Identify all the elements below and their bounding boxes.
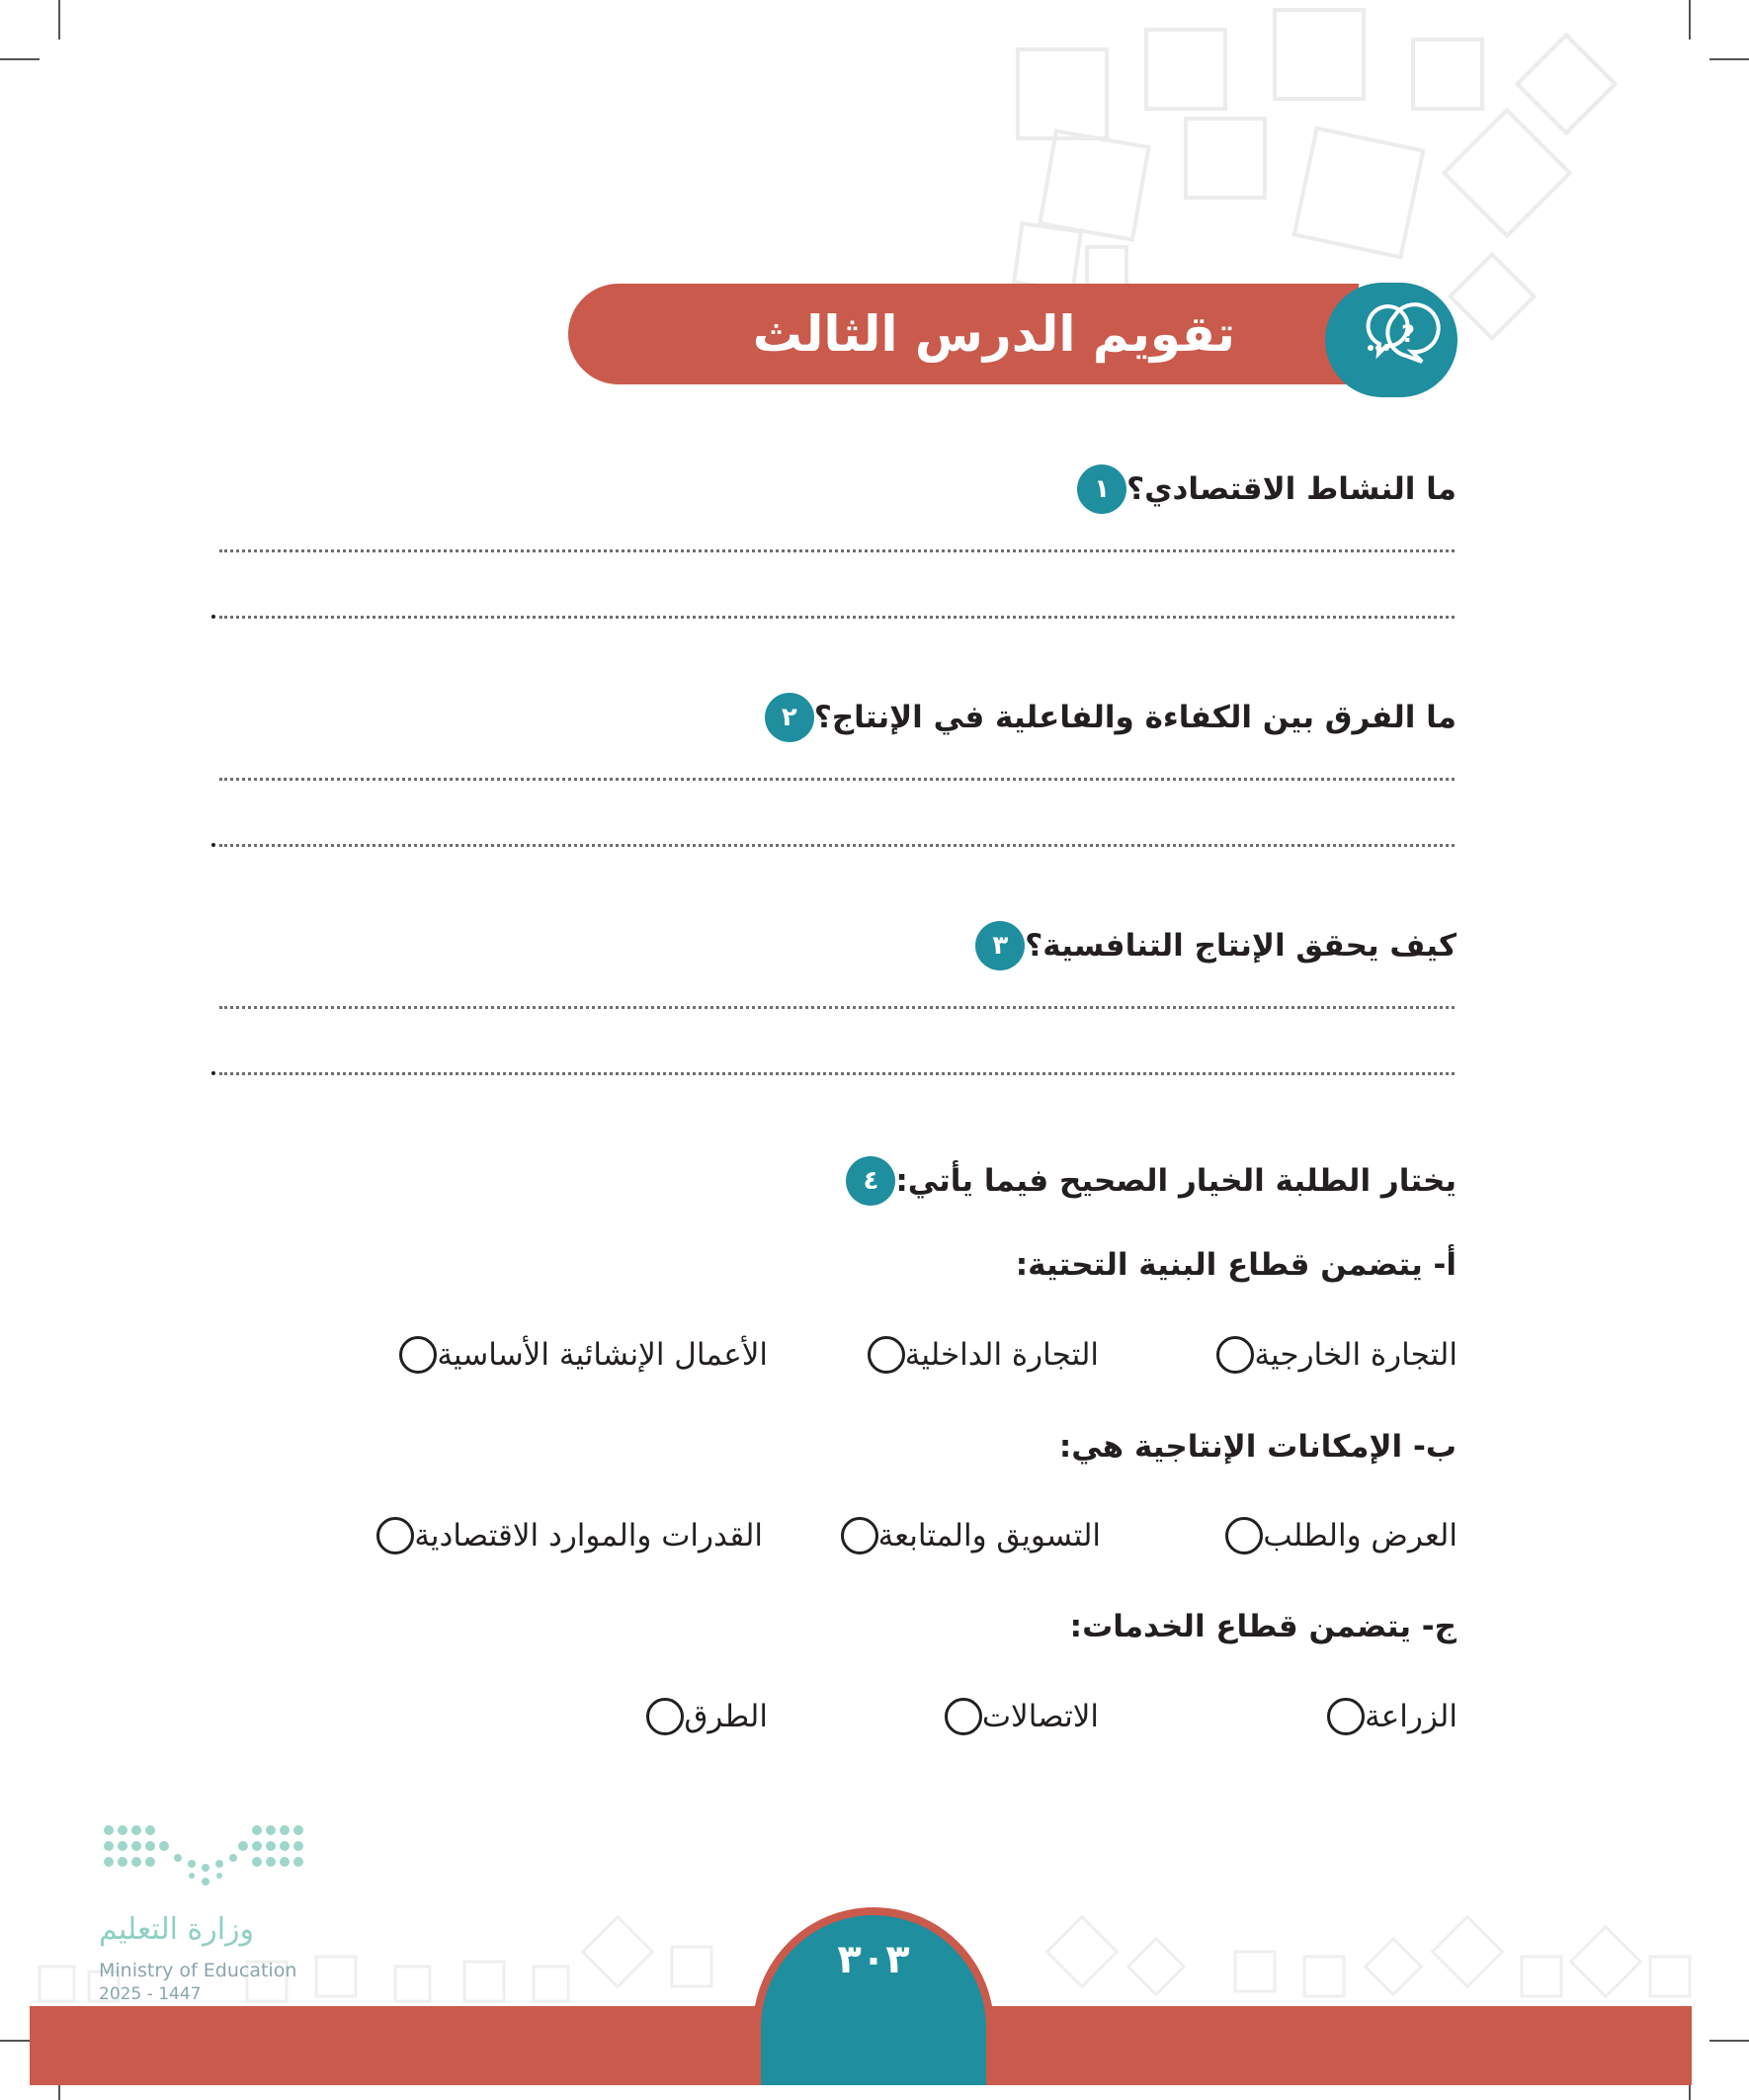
radio-button[interactable] [399,1336,437,1374]
subquestion-a: أ- يتضمن قطاع البنية التحتية: [1015,1247,1457,1283]
radio-button[interactable] [841,1517,878,1554]
subquestion-c: ج- يتضمن قطاع الخدمات: [1069,1609,1457,1644]
subquestion-b: ب- الإمكانات الإنتاجية هي: [1058,1429,1457,1465]
answer-line[interactable] [219,616,1455,619]
question-number-badge: ١ [1077,464,1126,514]
question-number-badge: ٢ [765,693,814,742]
question-4 [828,1151,1457,1211]
option-label: العرض والطلب [1263,1518,1458,1554]
radio-button[interactable] [1225,1517,1263,1554]
option-c1[interactable] [1323,1692,1458,1741]
question-text: كيف يحقق الإنتاج التنافسية؟ [1025,928,1457,964]
question-text: ما النشاط الاقتصادي؟ [1126,471,1457,507]
option-label: التسويق والمتابعة [877,1518,1101,1554]
radio-button[interactable] [1216,1336,1254,1374]
option-b3[interactable] [373,1511,763,1560]
option-label: التجارة الخارجية [1254,1337,1458,1373]
option-b1[interactable] [1221,1511,1458,1560]
radio-button[interactable] [376,1517,414,1554]
option-a3[interactable] [395,1330,768,1380]
question-3 [958,916,1457,975]
option-a1[interactable] [1212,1330,1458,1380]
ministry-name-english: Ministry of Education [99,1960,297,1981]
option-a2[interactable] [864,1330,1099,1380]
answer-line[interactable] [219,1072,1455,1075]
option-c3[interactable] [642,1692,768,1741]
question-2 [747,688,1457,747]
option-label: الأعمال الإنشائية الأساسية [437,1337,768,1373]
answer-line[interactable] [219,778,1455,781]
option-label: الطرق [684,1699,768,1734]
answer-line-dot [211,1071,215,1075]
radio-button[interactable] [945,1698,982,1735]
question-number-badge: ٣ [975,921,1025,970]
option-label: الاتصالات [981,1699,1099,1734]
question-number-badge: ٤ [846,1156,895,1206]
question-1 [1059,460,1457,519]
option-label: الزراعة [1365,1699,1458,1734]
ministry-logo [99,1818,316,1897]
svg-text:?: ? [1401,320,1415,348]
answer-line[interactable] [219,549,1455,552]
radio-button[interactable] [646,1698,684,1735]
option-b2[interactable] [837,1511,1101,1560]
question-chat-icon [1325,283,1458,397]
option-c2[interactable] [941,1692,1099,1741]
answer-line-dot [211,843,215,847]
option-label: القدرات والموارد الاقتصادية [414,1518,763,1554]
question-text: ما الفرق بين الكفاءة والفاعلية في الإنتاج؟ [813,700,1457,735]
radio-button[interactable] [868,1336,905,1374]
ministry-name-arabic: وزارة التعليم [99,1912,255,1947]
answer-line-dot [211,615,215,619]
option-label: التجارة الداخلية [904,1337,1099,1373]
ministry-year: 2025 - 1447 [99,1984,202,2004]
answer-line[interactable] [219,1006,1455,1009]
lesson-title: تقويم الدرس الثالث والثلاثين [752,305,1235,463]
question-text: يختار الطلبة الخيار الصحيح فيما يأتي: [895,1163,1457,1199]
radio-button[interactable] [1327,1698,1365,1735]
answer-line[interactable] [219,844,1455,847]
page-number: ٣٠٣ [837,1937,910,1982]
